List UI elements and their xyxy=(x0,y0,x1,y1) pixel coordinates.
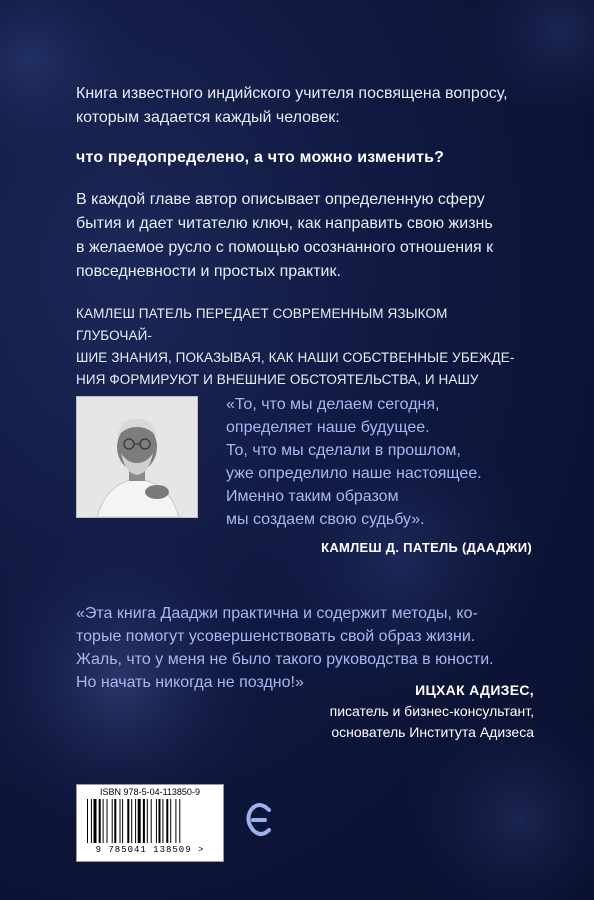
endorsement-line: «Эта книга Дааджи практична и содержит методы, ко- xyxy=(76,605,478,622)
quote-line: определяет наше будущее. xyxy=(226,419,430,436)
quote-line: Именно таким образом xyxy=(226,488,399,505)
endorsement-line: Но начать никогда не поздно!» xyxy=(76,674,304,691)
author-quote xyxy=(226,393,536,531)
endorsement-line: торые помогут усовершенствовать свой образ жизни. xyxy=(76,628,476,645)
quote-author-name: КАМЛЕШ Д. ПАТЕЛЬ (ДААДЖИ) xyxy=(321,540,532,555)
publisher-logo-icon xyxy=(245,800,273,844)
caps-line: НИЯ ФОРМИРУЮТ И ВНЕШНИЕ ОБСТОЯТЕЛЬСТВА, И НАШУ xyxy=(76,372,479,387)
quote-line: То, что мы сделали в прошлом, xyxy=(226,442,461,459)
key-question: что предопределено, а что можно изменить? xyxy=(76,149,445,166)
intro-paragraph xyxy=(76,82,536,130)
endorser-role: писатель и бизнес-консультант, xyxy=(329,703,534,719)
quote-line: мы создаем свою судьбу». xyxy=(226,511,425,528)
caps-line: КАМЛЕШ ПАТЕЛЬ ПЕРЕДАЕТ СОВРЕМЕННЫМ ЯЗЫКОМ ГЛУБОЧАЙ- xyxy=(76,306,448,343)
quote-line: «То, что мы делаем сегодня, xyxy=(226,396,440,413)
description-line: В каждой главе автор описывает определенную сферу xyxy=(76,191,485,208)
intro-line-1: Книга известного индийского учителя посвящена вопросу, xyxy=(76,85,508,102)
endorser-organization: основатель Института Адизеса xyxy=(331,724,534,740)
isbn-number: ISBN 978-5-04-113850-9 xyxy=(100,787,200,797)
author-portrait-image xyxy=(77,397,197,517)
description-line: повседневности и простых практик. xyxy=(76,263,341,280)
quote-line: уже определило наше настоящее. xyxy=(226,465,482,482)
description-line: бытия и дает читателю ключ, как направить свою жизнь xyxy=(76,215,493,232)
barcode-digits: 9 785041 138509 > xyxy=(95,845,205,855)
barcode-bars xyxy=(87,799,213,843)
endorsement-line: Жаль, что у меня не было такого руководства в юности. xyxy=(76,651,494,668)
intro-line-2: которым задается каждый человек: xyxy=(76,109,340,126)
endorser-name: ИЦХАК АДИЗЕС, xyxy=(415,682,534,698)
isbn-barcode xyxy=(76,784,224,862)
endorsement-author xyxy=(234,680,534,743)
caps-line: ШИЕ ЗНАНИЯ, ПОКАЗЫВАЯ, КАК НАШИ СОБСТВЕННЫЕ УБЕЖДЕ- xyxy=(76,350,515,365)
description-line: в желаемое русло с помощью осознанного отношения к xyxy=(76,239,494,256)
description-paragraph xyxy=(76,188,526,284)
author-photo xyxy=(76,396,198,518)
